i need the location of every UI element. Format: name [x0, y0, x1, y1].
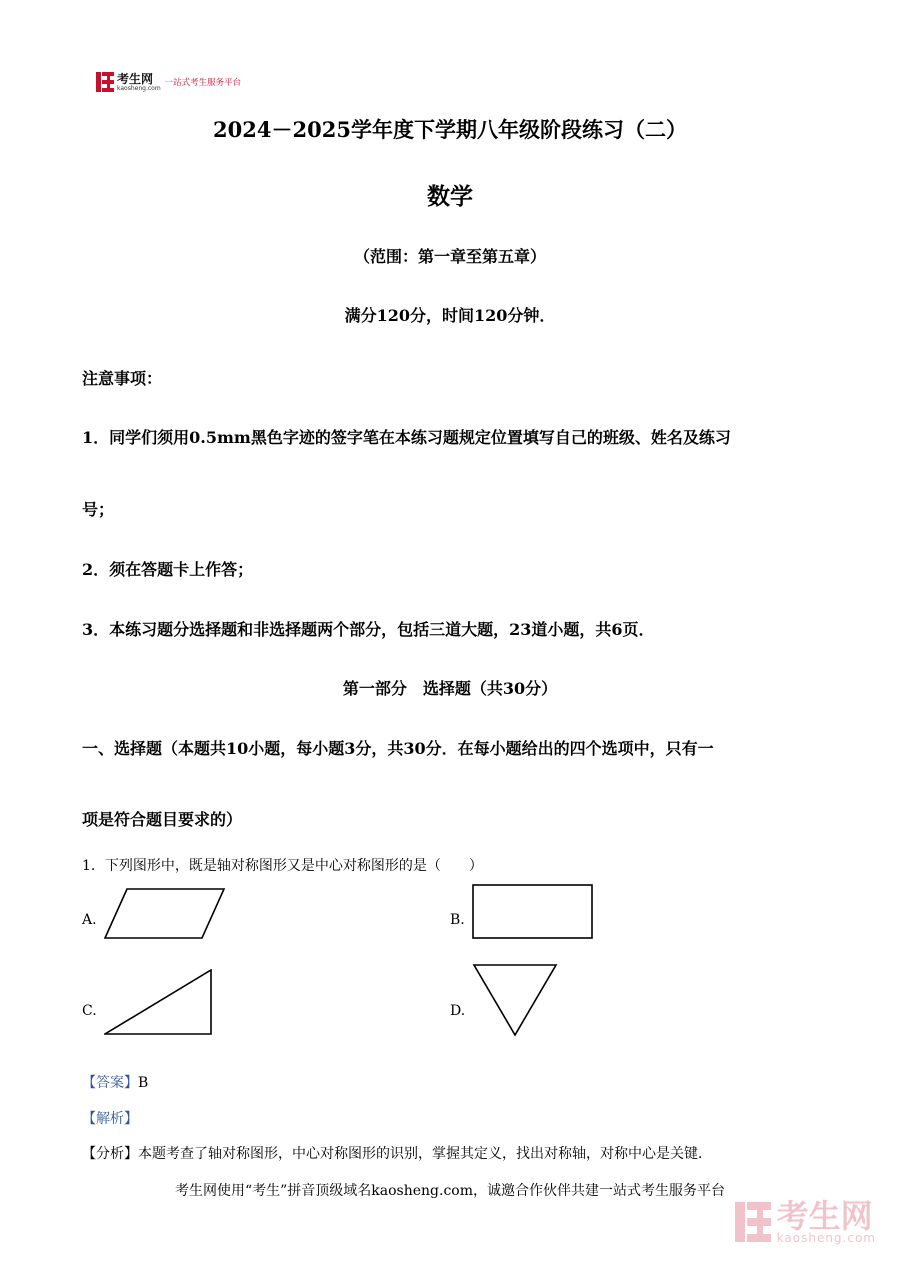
- option-d-label: D.: [450, 1003, 466, 1019]
- watermark: [735, 1197, 876, 1245]
- option-c-right-triangle-figure: [104, 969, 214, 1036]
- exam-scope: （范围：第一章至第五章）: [353, 247, 546, 266]
- option-a-parallelogram-figure: [104, 888, 226, 940]
- note-item-3: 3．本练习题分选择题和非选择题两个部分，包括三道大题，23道小题，共6页．: [82, 620, 655, 639]
- site-logo: [96, 72, 241, 92]
- answer-tag: 【答案】: [82, 1075, 138, 1091]
- question-1-text: 1．下列图形中，既是轴对称图形又是中心对称图形的是（ ）: [82, 858, 483, 874]
- option-b-label: B.: [450, 912, 465, 928]
- notes-heading: 注意事项：: [82, 369, 163, 388]
- note-item-2: 2．须在答题卡上作答；: [82, 560, 254, 579]
- document-title: 2024－2025学年度下学期八年级阶段练习（二）: [213, 117, 687, 142]
- option-a-label: A.: [82, 912, 97, 928]
- analysis-tag: 【解析】: [82, 1111, 138, 1127]
- part1-instructions: 一、选择题（本题共10小题，每小题3分，共30分．在每小题给出的四个选项中，只有一: [82, 739, 714, 758]
- option-b-rectangle-figure: [472, 884, 594, 940]
- note-item-1-cont: 号；: [82, 500, 115, 519]
- note-item-1: 1．同学们须用0.5mm黑色字迹的签字笔在本练习题规定位置填写自己的班级、姓名及练习: [82, 428, 731, 447]
- watermark-logo-icon: [735, 1202, 771, 1242]
- watermark-name: 考生网: [776, 1197, 873, 1235]
- logo-domain: kaosheng.com: [117, 84, 161, 92]
- fenxi-line: [82, 1143, 712, 1163]
- subject-title: 数学: [427, 183, 473, 210]
- part1-heading: 第一部分 选择题（共30分）: [342, 679, 558, 698]
- option-c-label: C.: [82, 1003, 97, 1019]
- score-time: 满分120分，时间120分钟．: [344, 306, 556, 325]
- watermark-domain: kaosheng.com: [776, 1231, 876, 1245]
- logo-slogan: 一站式考生服务平台: [164, 78, 242, 88]
- fenxi-tag: 【分析】: [82, 1146, 138, 1162]
- logo-name: 考生网: [117, 71, 154, 86]
- answer-value: B: [138, 1075, 149, 1091]
- kaosheng-logo-icon: [96, 72, 114, 92]
- answer-line: [82, 1072, 148, 1092]
- option-d-inverted-triangle-figure: [472, 963, 558, 1037]
- part1-instructions-cont: 项是符合题目要求的）: [82, 810, 243, 829]
- footer-text: 考生网使用“考生”拼音顶级域名kaosheng.com，诚邀合作伙伴共建一站式考生服务平台: [174, 1183, 726, 1199]
- fenxi-text: 本题考查了轴对称图形，中心对称图形的识别，掌握其定义，找出对称轴，对称中心是关键．: [138, 1146, 712, 1162]
